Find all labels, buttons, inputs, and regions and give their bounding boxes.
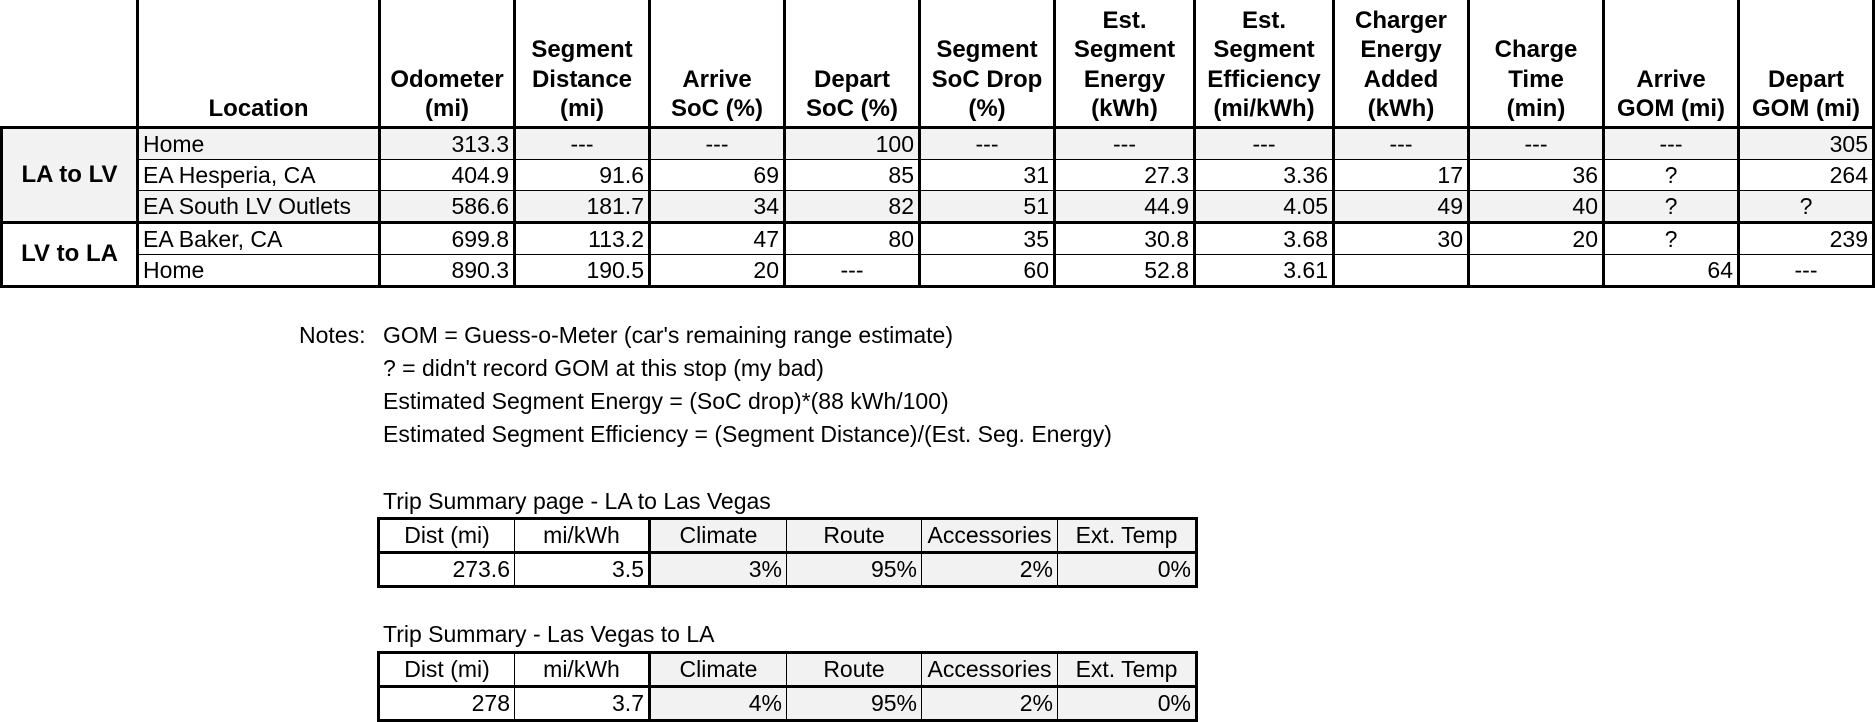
summary-header-climate: Climate	[650, 519, 787, 553]
note-line: GOM = Guess-o-Meter (car's remaining range estimate)	[383, 322, 953, 348]
summary-header-route: Route	[787, 519, 922, 553]
cell-charger-energy: 17	[1334, 159, 1469, 190]
table-row	[2, 222, 1874, 254]
header-charger-energy-added: Charger Energy Added (kWh)	[1334, 0, 1469, 127]
cell-depart-soc: 80	[785, 222, 920, 254]
summary-header-ext-temp: Ext. Temp	[1058, 519, 1197, 553]
cell-depart-gom: ?	[1739, 190, 1874, 222]
cell-charge-time: ---	[1469, 127, 1604, 159]
table-row	[2, 254, 1874, 286]
cell-arrive-gom: ?	[1604, 190, 1739, 222]
summary-value-accessories: 2%	[922, 687, 1058, 721]
summary-value-dist: 278	[379, 687, 515, 721]
cell-segment-distance: 181.7	[515, 190, 650, 222]
summary-header-accessories: Accessories	[922, 519, 1058, 553]
summary-header-climate: Climate	[650, 653, 787, 687]
cell-charge-time: 20	[1469, 222, 1604, 254]
summary-value-climate: 3%	[650, 553, 787, 587]
trip-log-body	[2, 127, 1874, 286]
trip-summary-table-lv-to-la	[377, 651, 1198, 722]
summary-value-mi-kwh: 3.5	[515, 553, 650, 587]
cell-est-efficiency: 3.68	[1195, 222, 1334, 254]
cell-arrive-soc: 20	[650, 254, 785, 286]
cell-odometer: 404.9	[380, 159, 515, 190]
cell-location: EA South LV Outlets	[138, 190, 380, 222]
note-line: Estimated Segment Energy = (SoC drop)*(88 kWh/100)	[383, 388, 949, 414]
note-line: ? = didn't record GOM at this stop (my bad)	[383, 355, 824, 381]
cell-arrive-soc: 47	[650, 222, 785, 254]
cell-arrive-soc: 69	[650, 159, 785, 190]
cell-charger-energy: 30	[1334, 222, 1469, 254]
cell-segment-distance: 91.6	[515, 159, 650, 190]
cell-depart-gom: 305	[1739, 127, 1874, 159]
cell-soc-drop: 35	[920, 222, 1055, 254]
cell-est-energy: 27.3	[1055, 159, 1195, 190]
cell-depart-soc: 85	[785, 159, 920, 190]
summary-header-row	[379, 519, 1197, 553]
cell-arrive-gom: 64	[1604, 254, 1739, 286]
cell-segment-distance: 190.5	[515, 254, 650, 286]
summary-value-row	[379, 687, 1197, 721]
summary-header-dist: Dist (mi)	[379, 653, 515, 687]
summary-value-ext-temp: 0%	[1058, 687, 1197, 721]
summary-header-route: Route	[787, 653, 922, 687]
trip-log-header	[2, 0, 1874, 127]
cell-est-efficiency: 4.05	[1195, 190, 1334, 222]
header-segment-soc-drop: Segment SoC Drop (%)	[920, 0, 1055, 127]
cell-odometer: 699.8	[380, 222, 515, 254]
summary-value-climate: 4%	[650, 687, 787, 721]
header-depart-soc: Depart SoC (%)	[785, 0, 920, 127]
note-line: Estimated Segment Efficiency = (Segment Distance)/(Est. Seg. Energy)	[383, 421, 1112, 447]
header-est-segment-energy: Est. Segment Energy (kWh)	[1055, 0, 1195, 127]
cell-depart-gom: 239	[1739, 222, 1874, 254]
cell-location: EA Baker, CA	[138, 222, 380, 254]
cell-charge-time	[1469, 254, 1604, 286]
cell-charger-energy	[1334, 254, 1469, 286]
trip-log-table	[0, 0, 1875, 288]
cell-est-efficiency: 3.36	[1195, 159, 1334, 190]
notes-label: Notes:	[299, 322, 366, 348]
header-depart-gom: Depart GOM (mi)	[1739, 0, 1874, 127]
summary-header-mi-kwh: mi/kWh	[515, 519, 650, 553]
header-odometer: Odometer (mi)	[380, 0, 515, 127]
cell-arrive-soc: ---	[650, 127, 785, 159]
cell-depart-soc: 100	[785, 127, 920, 159]
cell-depart-gom: ---	[1739, 254, 1874, 286]
cell-est-energy: 52.8	[1055, 254, 1195, 286]
cell-est-energy: 44.9	[1055, 190, 1195, 222]
summary-value-accessories: 2%	[922, 553, 1058, 587]
cell-arrive-gom: ---	[1604, 127, 1739, 159]
table-row	[2, 159, 1874, 190]
header-blank-cell	[2, 0, 138, 127]
cell-est-energy: 30.8	[1055, 222, 1195, 254]
cell-est-energy: ---	[1055, 127, 1195, 159]
cell-est-efficiency: 3.61	[1195, 254, 1334, 286]
table-row	[2, 190, 1874, 222]
cell-soc-drop: 31	[920, 159, 1055, 190]
header-arrive-soc: Arrive SoC (%)	[650, 0, 785, 127]
cell-arrive-gom: ?	[1604, 159, 1739, 190]
summary-value-dist: 273.6	[379, 553, 515, 587]
cell-charger-energy: 49	[1334, 190, 1469, 222]
summary-value-route: 95%	[787, 687, 922, 721]
table-row	[2, 127, 1874, 159]
header-location: Location	[138, 0, 380, 127]
header-arrive-gom: Arrive GOM (mi)	[1604, 0, 1739, 127]
cell-location: EA Hesperia, CA	[138, 159, 380, 190]
cell-odometer: 313.3	[380, 127, 515, 159]
summary-value-ext-temp: 0%	[1058, 553, 1197, 587]
cell-depart-gom: 264	[1739, 159, 1874, 190]
cell-location: Home	[138, 127, 380, 159]
header-segment-distance: Segment Distance (mi)	[515, 0, 650, 127]
cell-charger-energy: ---	[1334, 127, 1469, 159]
cell-arrive-soc: 34	[650, 190, 785, 222]
cell-est-efficiency: ---	[1195, 127, 1334, 159]
cell-segment-distance: ---	[515, 127, 650, 159]
header-charge-time: Charge Time (min)	[1469, 0, 1604, 127]
summary-header-dist: Dist (mi)	[379, 519, 515, 553]
summary-value-route: 95%	[787, 553, 922, 587]
cell-segment-distance: 113.2	[515, 222, 650, 254]
cell-charge-time: 40	[1469, 190, 1604, 222]
summary-header-ext-temp: Ext. Temp	[1058, 653, 1197, 687]
summary-header-mi-kwh: mi/kWh	[515, 653, 650, 687]
cell-soc-drop: 60	[920, 254, 1055, 286]
cell-charge-time: 36	[1469, 159, 1604, 190]
header-est-segment-efficiency: Est. Segment Efficiency (mi/kWh)	[1195, 0, 1334, 127]
trip-summary-table-la-to-lv	[377, 517, 1198, 588]
summary-header-accessories: Accessories	[922, 653, 1058, 687]
notes-list	[383, 319, 1112, 451]
cell-depart-soc: ---	[785, 254, 920, 286]
summary-caption-la-to-lv: Trip Summary page - LA to Las Vegas	[383, 488, 771, 514]
summary-caption-lv-to-la: Trip Summary - Las Vegas to LA	[383, 621, 715, 647]
cell-soc-drop: ---	[920, 127, 1055, 159]
cell-odometer: 586.6	[380, 190, 515, 222]
summary-header-row	[379, 653, 1197, 687]
cell-arrive-gom: ?	[1604, 222, 1739, 254]
cell-location: Home	[138, 254, 380, 286]
cell-odometer: 890.3	[380, 254, 515, 286]
summary-value-row	[379, 553, 1197, 587]
cell-soc-drop: 51	[920, 190, 1055, 222]
cell-depart-soc: 82	[785, 190, 920, 222]
summary-value-mi-kwh: 3.7	[515, 687, 650, 721]
group-label-lv-to-la: LV to LA	[2, 222, 138, 286]
group-label-la-to-lv: LA to LV	[2, 127, 138, 222]
